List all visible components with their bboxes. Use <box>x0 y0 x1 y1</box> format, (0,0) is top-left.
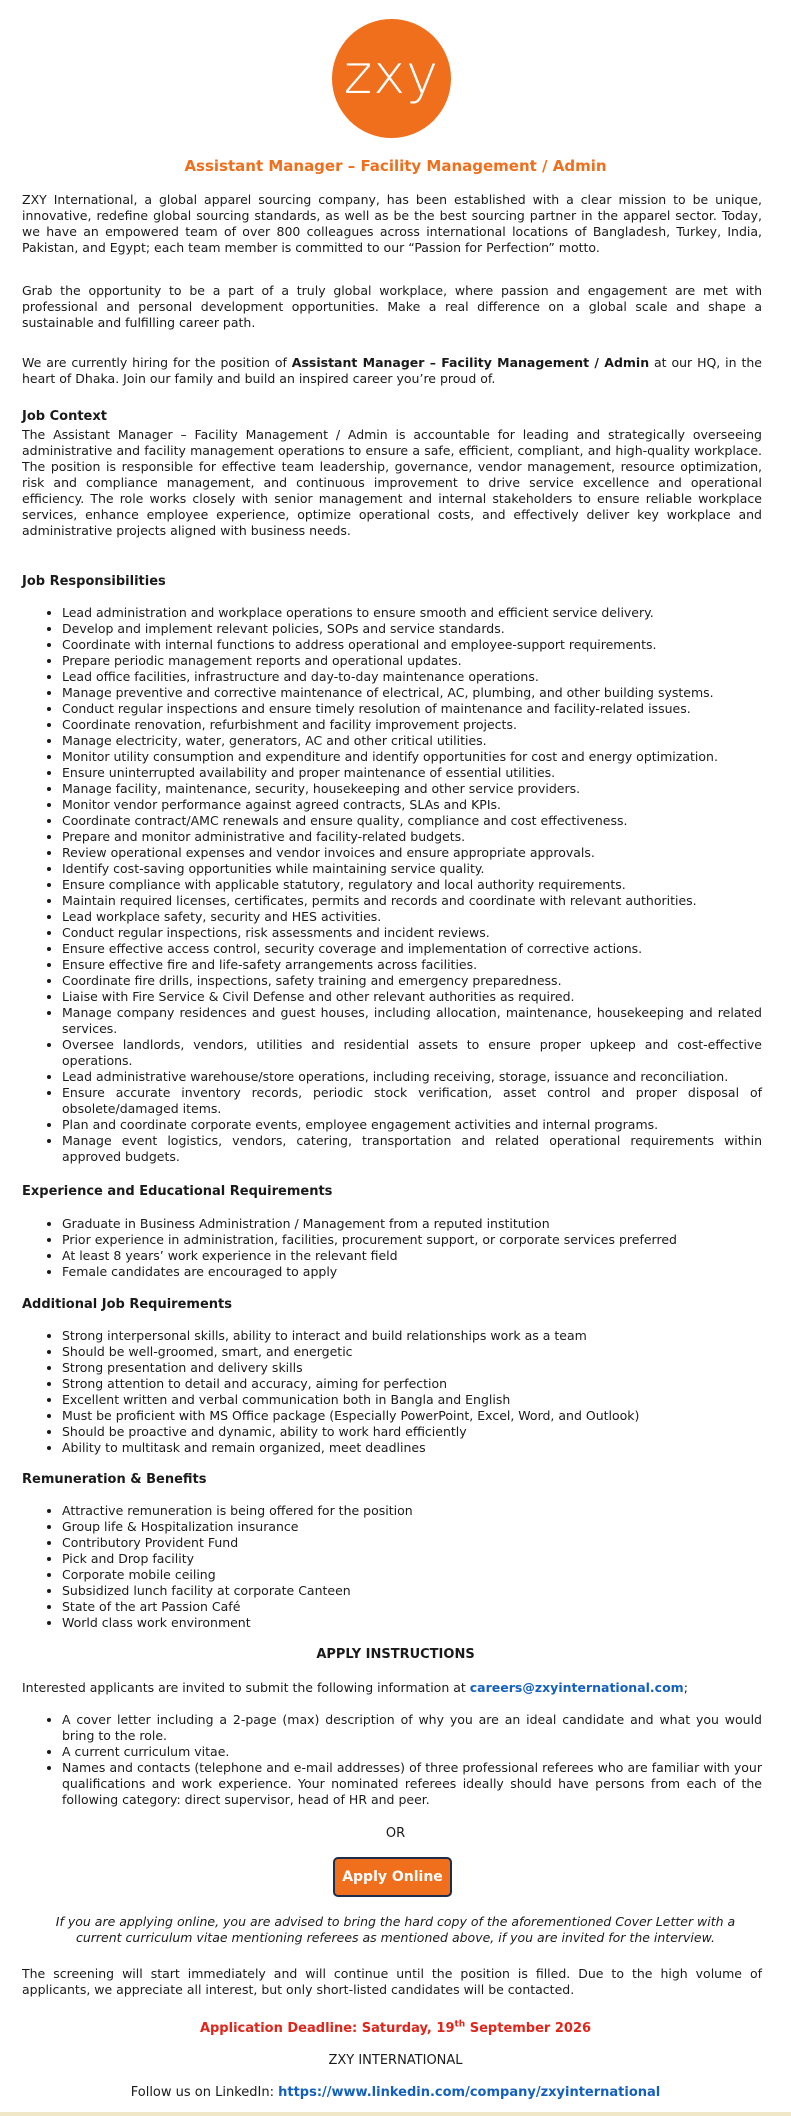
responsibility-item: • Prepare and monitor administrative and facility-related budgets. <box>62 829 762 845</box>
additional-requirement-item: • Should be proactive and dynamic, ability to work hard efficiently <box>62 1424 762 1440</box>
application-deadline <box>0 2021 791 2037</box>
responsibility-item: • Prepare periodic management reports and operational updates. <box>62 653 762 669</box>
responsibility-item: • Monitor utility consumption and expenditure and identify opportunities for cost and energy optimization. <box>62 749 762 765</box>
apply-requirements-list <box>22 1712 762 1808</box>
responsibility-item: • Ensure accurate inventory records, periodic stock verification, asset control and proper disposal of obsolete/damaged items. <box>62 1085 762 1117</box>
experience-item: • Prior experience in administration, facilities, procurement support, or corporate services preferred <box>62 1232 762 1248</box>
apply-intro <box>22 1680 762 1696</box>
responsibility-item: • Lead administration and workplace operations to ensure smooth and efficient service delivery. <box>62 605 762 621</box>
responsibility-item: • Coordinate with internal functions to address operational and employee-support requirements. <box>62 637 762 653</box>
responsibility-item: • Maintain required licenses, certificates, permits and records and coordinate with relevant authorities. <box>62 893 762 909</box>
responsibility-item: • Liaise with Fire Service & Civil Defense and other relevant authorities as required. <box>62 989 762 1005</box>
additional-requirement-item: • Excellent written and verbal communication both in Bangla and English <box>62 1392 762 1408</box>
benefit-item: • Group life & Hospitalization insurance <box>62 1519 762 1535</box>
bottom-divider <box>0 2112 791 2116</box>
deadline-suffix: September 2026 <box>465 2021 592 2036</box>
page-title: Assistant Manager – Facility Management / Admin <box>184 157 607 175</box>
responsibility-item: • Monitor vendor performance against agreed contracts, SLAs and KPIs. <box>62 797 762 813</box>
responsibility-item: • Coordinate contract/AMC renewals and ensure quality, compliance and cost effectiveness. <box>62 813 762 829</box>
intro-paragraph-2: Grab the opportunity to be a part of a truly global workplace, where passion and engagement are met with professional and personal development opportunities. Make a real difference on a global scale and shape a sustainable and fulfilling career path. <box>22 283 762 330</box>
hiring-suffix: at our HQ, in the heart of Dhaka. Join our family and build an inspired career you’re proud of. <box>22 355 762 386</box>
apply-requirement-item: • A cover letter including a 2-page (max) description of why you are an ideal candidate and what you would bring to the role. <box>62 1712 762 1744</box>
additional-requirement-item: • Should be well-groomed, smart, and energetic <box>62 1344 762 1360</box>
additional-requirement-item: • Strong presentation and delivery skills <box>62 1360 762 1376</box>
responsibility-item: • Manage facility, maintenance, security, housekeeping and other service providers. <box>62 781 762 797</box>
company-logo <box>332 19 451 138</box>
benefit-item: • Attractive remuneration is being offered for the position <box>62 1503 762 1519</box>
additional-requirement-item: • Ability to multitask and remain organized, meet deadlines <box>62 1440 762 1456</box>
intro-paragraph-1: ZXY International, a global apparel sourcing company, has been established with a clear mission to be unique, innovative, redefine global sourcing standards, as well as be the best sourcing partner in the apparel sector. Today, we have an empowered team of over 800 colleagues across international locations of Bangladesh, Turkey, India, Pakistan, and Egypt; each team member is committed to our “Passion for Perfection” motto. <box>22 192 762 255</box>
responsibility-item: • Oversee landlords, vendors, utilities and residential assets to ensure proper upkeep and cost-effective operations. <box>62 1037 762 1069</box>
company-name-footer: ZXY INTERNATIONAL <box>328 2053 463 2068</box>
experience-item: • At least 8 years’ work experience in the relevant field <box>62 1248 762 1264</box>
experience-item: • Graduate in Business Administration / Management from a reputed institution <box>62 1216 762 1232</box>
hiring-prefix: We are currently hiring for the position of <box>22 355 292 370</box>
responsibility-item: • Ensure compliance with applicable statutory, regulatory and local authority requirements. <box>62 877 762 893</box>
responsibility-item: • Identify cost-saving opportunities while maintaining service quality. <box>62 861 762 877</box>
additional-requirements-list <box>22 1328 762 1456</box>
responsibility-item: • Plan and coordinate corporate events, employee engagement activities and internal programs. <box>62 1117 762 1133</box>
responsibilities-heading: Job Responsibilities <box>22 574 166 589</box>
additional-requirement-item: • Strong attention to detail and accuracy, aiming for perfection <box>62 1376 762 1392</box>
benefit-item: • Pick and Drop facility <box>62 1551 762 1567</box>
apply-intro-prefix: Interested applicants are invited to submit the following information at <box>22 1680 470 1695</box>
responsibility-item: • Develop and implement relevant policies, SOPs and service standards. <box>62 621 762 637</box>
experience-heading: Experience and Educational Requirements <box>22 1184 333 1199</box>
benefits-list <box>22 1503 762 1631</box>
benefit-item: • State of the art Passion Café <box>62 1599 762 1615</box>
hiring-position: Assistant Manager – Facility Management / Admin <box>291 355 650 370</box>
apply-requirement-item: • A current curriculum vitae. <box>62 1744 762 1760</box>
apply-requirement-item: • Names and contacts (telephone and e-mail addresses) of three professional referees who are familiar with your qualifications and work experience. Your nominated referees ideally should have persons from each of the following category: direct supervisor, head of HR and peer. <box>62 1760 762 1808</box>
additional-requirements-heading: Additional Job Requirements <box>22 1297 232 1312</box>
or-separator: OR <box>385 1826 406 1841</box>
responsibility-item: • Ensure effective access control, security coverage and implementation of corrective actions. <box>62 941 762 957</box>
responsibility-item: • Conduct regular inspections and ensure timely resolution of maintenance and facility-related issues. <box>62 701 762 717</box>
additional-requirement-item: • Must be proficient with MS Office package (Especially PowerPoint, Excel, Word, and Outlook) <box>62 1408 762 1424</box>
responsibilities-list <box>22 605 762 1165</box>
job-context-text: The Assistant Manager – Facility Management / Admin is accountable for leading and strategically overseeing administrative and facility management operations to ensure a safe, efficient, compliant, and high-quality workplace. The position is responsible for effective team leadership, governance, vendor management, resource optimization, risk and compliance management, and continuous improvement to drive service excellence and operational efficiency. The role works closely with senior management and internal stakeholders to ensure reliable workplace services, enhance employee experience, optimize operational costs, and effectively deliver key workplace and administrative projects aligned with business needs. <box>22 427 762 538</box>
job-context-heading: Job Context <box>22 409 107 424</box>
additional-requirement-item: • Strong interpersonal skills, ability to interact and build relationships work as a team <box>62 1328 762 1344</box>
responsibility-item: • Lead workplace safety, security and HES activities. <box>62 909 762 925</box>
linkedin-link[interactable]: https://www.linkedin.com/company/zxyinternational <box>278 2085 661 2100</box>
benefit-item: • Corporate mobile ceiling <box>62 1567 762 1583</box>
apply-online-button[interactable]: Apply Online <box>333 1857 452 1897</box>
responsibility-item: • Lead administrative warehouse/store operations, including receiving, storage, issuance and reconciliation. <box>62 1069 762 1085</box>
benefits-heading: Remuneration & Benefits <box>22 1472 207 1487</box>
online-application-note: If you are applying online, you are advised to bring the hard copy of the aforementioned Cover Letter with a current curriculum vitae mentioning referees as mentioned above, if you are invited for the interview. <box>55 1914 736 1945</box>
deadline-prefix: Application Deadline: Saturday, 19 <box>199 2021 455 2036</box>
responsibility-item: • Manage event logistics, vendors, catering, transportation and related operational requirements within approved budgets. <box>62 1133 762 1165</box>
responsibility-item: • Coordinate fire drills, inspections, safety training and emergency preparedness. <box>62 973 762 989</box>
responsibility-item: • Ensure uninterrupted availability and proper maintenance of essential utilities. <box>62 765 762 781</box>
responsibility-item: • Lead office facilities, infrastructure and day-to-day maintenance operations. <box>62 669 762 685</box>
responsibility-item: • Review operational expenses and vendor invoices and ensure appropriate approvals. <box>62 845 762 861</box>
benefit-item: • Subsidized lunch facility at corporate Canteen <box>62 1583 762 1599</box>
linkedin-prefix: Follow us on LinkedIn: <box>130 2085 279 2100</box>
responsibility-item: • Conduct regular inspections, risk assessments and incident reviews. <box>62 925 762 941</box>
experience-list <box>22 1216 762 1280</box>
apply-heading: APPLY INSTRUCTIONS <box>316 1647 475 1662</box>
responsibility-item: • Ensure effective fire and life-safety arrangements across facilities. <box>62 957 762 973</box>
deadline-ordinal: th <box>454 2019 466 2030</box>
benefit-item: • Contributory Provident Fund <box>62 1535 762 1551</box>
responsibility-item: • Manage company residences and guest houses, including allocation, maintenance, housekeeping and related services. <box>62 1005 762 1037</box>
responsibility-item: • Manage preventive and corrective maintenance of electrical, AC, plumbing, and other building systems. <box>62 685 762 701</box>
experience-item: • Female candidates are encouraged to apply <box>62 1264 762 1280</box>
screening-note: The screening will start immediately and will continue until the position is filled. Due to the high volume of applicants, we appreciate all interest, but only short-listed candidates will be contacted. <box>22 1966 762 1997</box>
apply-intro-suffix: ; <box>683 1680 688 1695</box>
careers-email-link[interactable]: careers@zxyinternational.com <box>469 1680 684 1695</box>
responsibility-item: • Manage electricity, water, generators, AC and other critical utilities. <box>62 733 762 749</box>
benefit-item: • World class work environment <box>62 1615 762 1631</box>
hiring-paragraph <box>22 355 762 387</box>
linkedin-follow <box>0 2085 791 2101</box>
logo-text: zxy <box>343 42 440 106</box>
responsibility-item: • Coordinate renovation, refurbishment and facility improvement projects. <box>62 717 762 733</box>
